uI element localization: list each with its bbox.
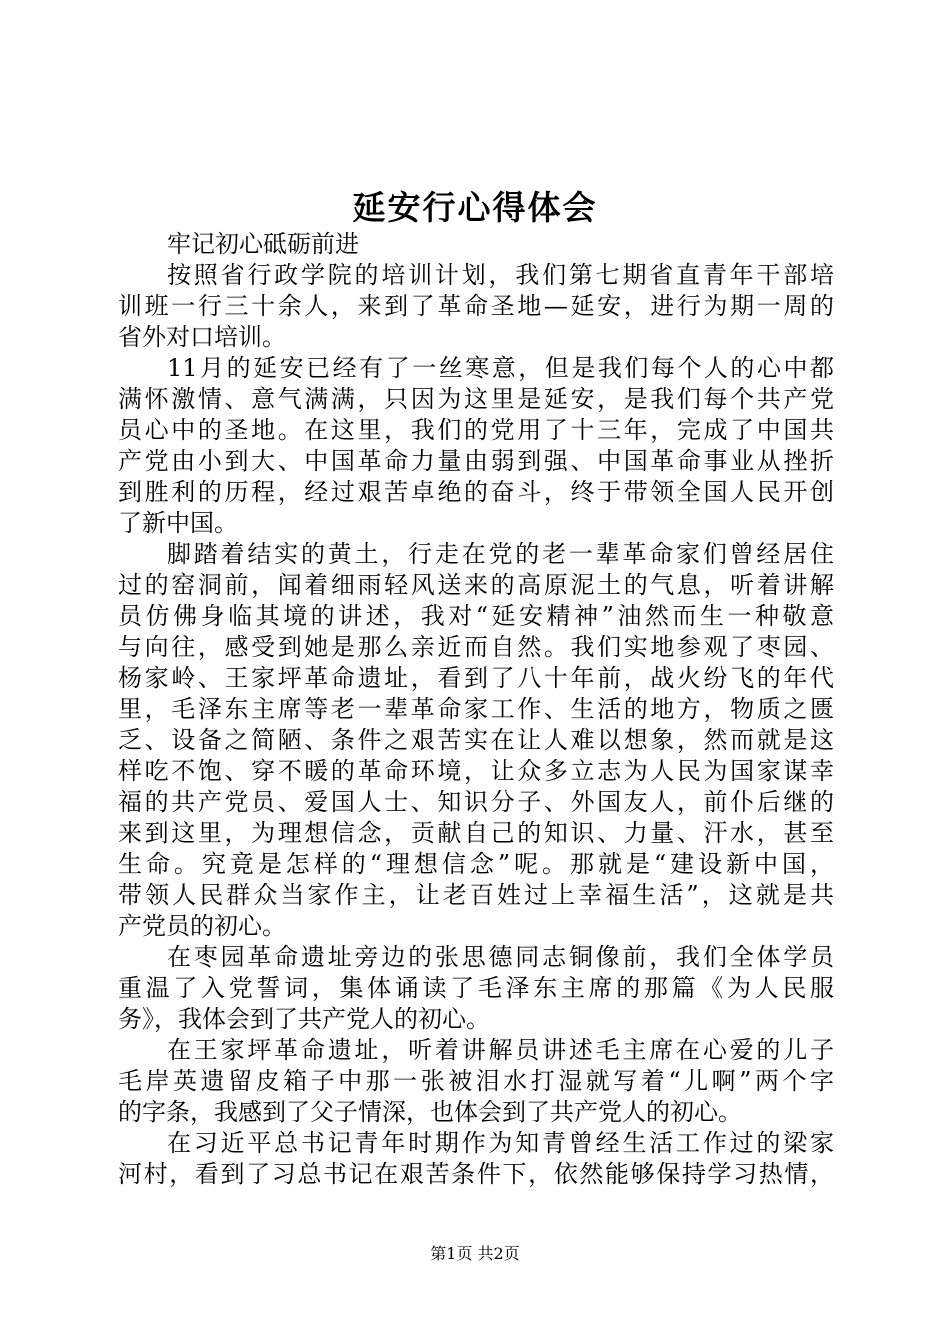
paragraph-line: 来到这里，为理想信念，贡献自己的知识、力量、汗水，甚至 — [118, 819, 834, 847]
paragraph-line: 重温了入党誓词，集体诵读了毛泽东主席的那篇《为人民服 — [118, 974, 834, 1002]
paragraph-line: 在王家坪革命遗址，听着讲解员讲述毛主席在心爱的儿子 — [167, 1036, 834, 1064]
paragraph-line: 员仿佛身临其境的讲述，我对“延安精神”油然而生一种敬意 — [118, 602, 834, 630]
document-body — [118, 229, 834, 1190]
paragraph-line: 生命。究竟是怎样的“理想信念”呢。那就是“建设新中国， — [118, 850, 834, 878]
document-title: 延安行心得体会 — [352, 188, 598, 227]
paragraph-line: 训班一行三十余人，来到了革命圣地—延安，进行为期一周的 — [118, 292, 834, 320]
paragraph-line: 在枣园革命遗址旁边的张思德同志铜像前，我们全体学员 — [167, 943, 834, 971]
paragraph-line: 里，毛泽东主席等老一辈革命家工作、生活的地方，物质之匮 — [118, 695, 834, 723]
paragraph-line: 按照省行政学院的培训计划，我们第七期省直青年干部培 — [167, 261, 834, 289]
paragraph-line: 到胜利的历程，经过艰苦卓绝的奋斗，终于带领全国人民开创 — [118, 478, 834, 506]
paragraph-line: 的字条，我感到了父子情深，也体会到了共产党人的初心。 — [118, 1098, 742, 1126]
paragraph-line: 过的窑洞前，闻着细雨轻风送来的高原泥土的气息，听着讲解 — [118, 571, 834, 599]
paragraph-line: 务》，我体会到了共产党人的初心。 — [118, 1005, 490, 1033]
paragraph-line: 满怀激情、意气满满，只因为这里是延安，是我们每个共产党 — [118, 385, 834, 413]
paragraph-line: 福的共产党员、爱国人士、知识分子、外国友人，前仆后继的 — [118, 788, 834, 816]
paragraph-line: 省外对口培训。 — [118, 323, 286, 351]
paragraph-line: 产党员的初心。 — [118, 912, 286, 940]
paragraph-line: 带领人民群众当家作主，让老百姓过上幸福生活”，这就是共 — [118, 881, 834, 909]
paragraph-line: 河村，看到了习总书记在艰苦条件下，依然能够保持学习热情， — [118, 1160, 834, 1188]
paragraph-line: 杨家岭、王家坪革命遗址，看到了八十年前，战火纷飞的年代 — [118, 664, 834, 692]
paragraph-line: 乏、设备之简陋、条件之艰苦实在让人难以想象，然而就是这 — [118, 726, 834, 754]
page-indicator: 第1页 共2页 — [430, 1244, 520, 1263]
paragraph-line: 产党由小到大、中国革命力量由弱到强、中国革命事业从挫折 — [118, 447, 834, 475]
paragraph-line: 员心中的圣地。在这里，我们的党用了十三年，完成了中国共 — [118, 416, 834, 444]
paragraph-line: 11月的延安已经有了一丝寒意，但是我们每个人的心中都 — [167, 354, 834, 382]
document-subtitle: 牢记初心砥砺前进 — [167, 230, 359, 258]
paragraph-line: 脚踏着结实的黄土，行走在党的老一辈革命家们曾经居住 — [167, 540, 834, 568]
paragraph-line: 在习近平总书记青年时期作为知青曾经生活工作过的梁家 — [167, 1129, 834, 1157]
paragraph-line: 了新中国。 — [118, 509, 238, 537]
paragraph-line: 与向往，感受到她是那么亲近而自然。我们实地参观了枣园、 — [118, 633, 834, 661]
paragraph-line: 毛岸英遗留皮箱子中那一张被泪水打湿就写着“儿啊”两个字 — [118, 1067, 834, 1095]
paragraph-line: 样吃不饱、穿不暖的革命环境，让众多立志为人民为国家谋幸 — [118, 757, 834, 785]
